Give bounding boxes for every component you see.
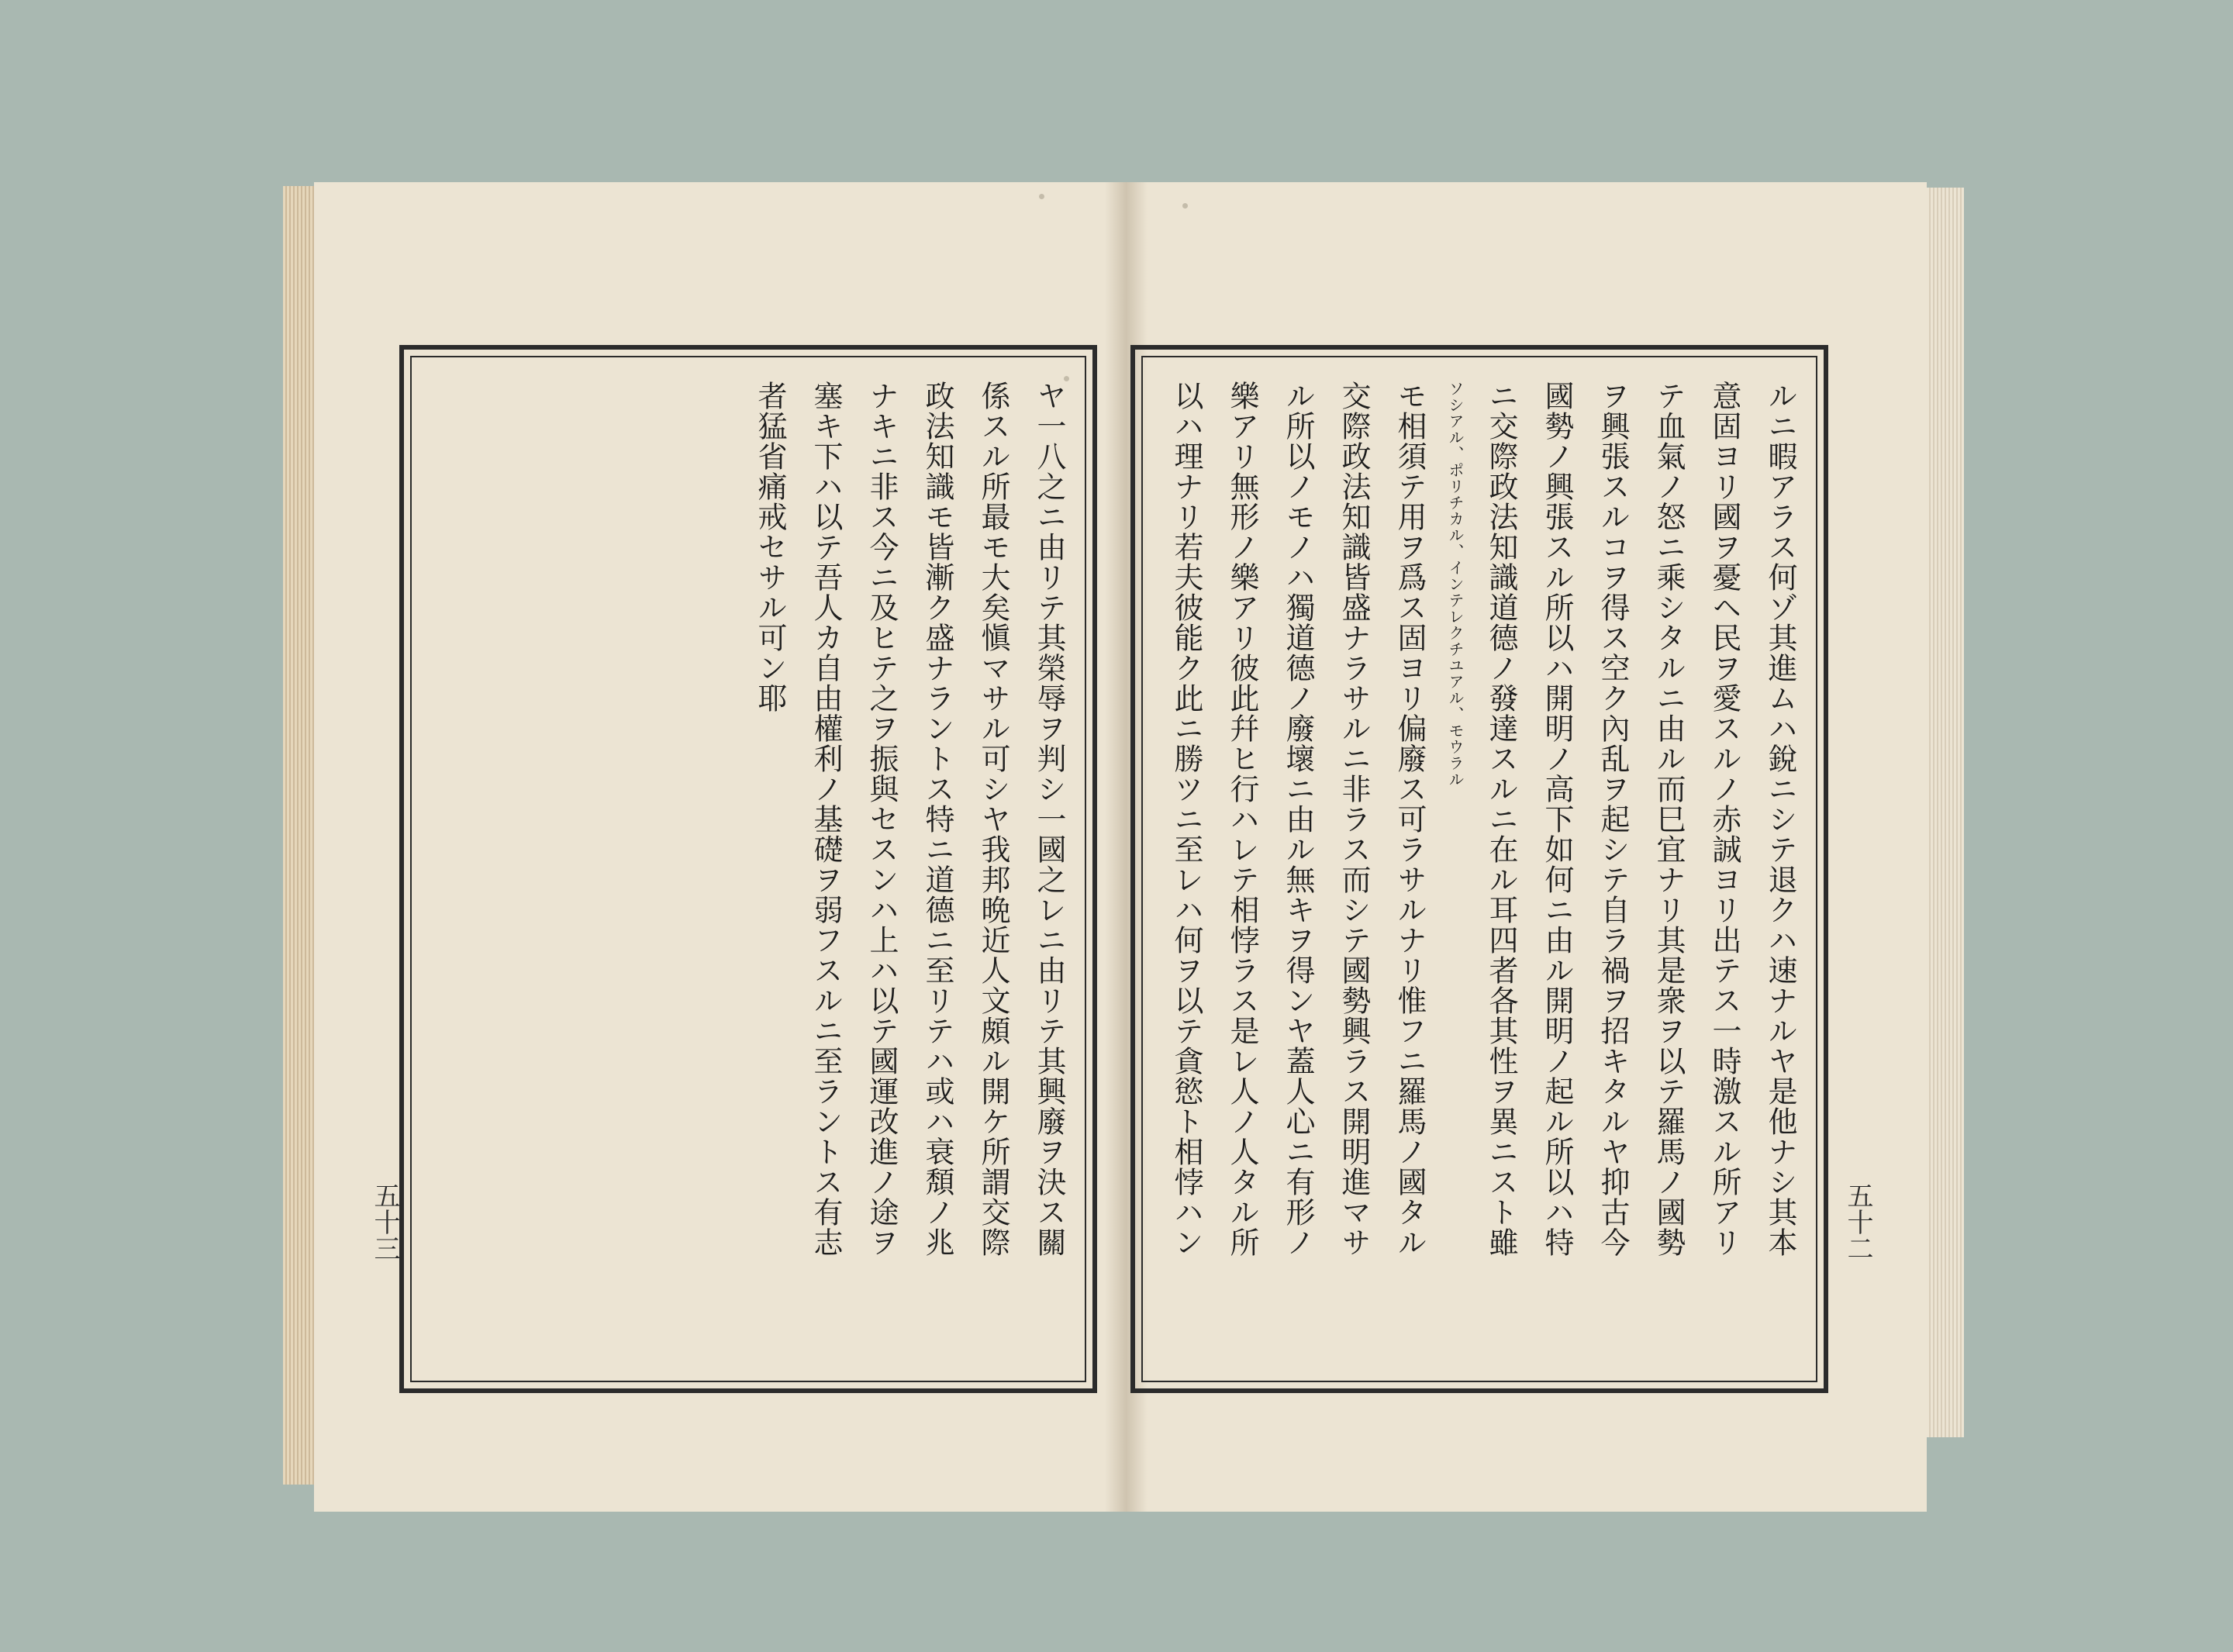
right-page-number: 五十二: [1842, 1182, 1873, 1261]
right-text-frame: [1130, 345, 1828, 1393]
text-column: ヤ一八之ニ由リテ其榮辱ヲ判シ一國之レニ由リテ其興廢ヲ決ス關: [1032, 381, 1066, 1257]
text-column: 政法知識モ皆漸ク盛ナラントス特ニ道德ニ至リテハ或ハ衰頽ノ兆: [920, 381, 954, 1257]
text-column: 樂アリ無形ノ樂アリ彼此幷ヒ行ハレテ相悖ラス是レ人ノ人タル所: [1225, 381, 1259, 1257]
text-column: 係スル所最モ大矣愼マサル可シヤ我邦晩近人文頗ル開ケ所謂交際: [976, 381, 1010, 1257]
paper-speck: [1182, 203, 1188, 209]
text-column: ルニ暇アラス何ゾ其進ムハ銳ニシテ退クハ速ナルヤ是他ナシ其本: [1763, 381, 1797, 1257]
left-text-block: [588, 381, 1069, 1357]
left-page-number: 五十三: [369, 1182, 400, 1261]
text-column: 以ハ理ナリ若夫彼能ク此ニ勝ツニ至レハ何ヲ以テ貪慾ト相悖ハン: [1169, 381, 1203, 1257]
text-column: モ相須テ用ヲ爲ス固ヨリ偏廢ス可ラサルナリ惟フニ羅馬ノ國タル: [1393, 381, 1427, 1257]
left-page-edges: [283, 186, 316, 1485]
text-column: 塞キ下ハ以テ吾人カ自由權利ノ基礎ヲ弱フスルニ至ラントス有志: [809, 381, 843, 1257]
text-column: ル所以ノモノハ獨道德ノ廢壞ニ由ル無キヲ得ンヤ蓋人心ニ有形ノ: [1281, 381, 1315, 1257]
text-column: 者猛省痛戒セサル可ン耶: [753, 381, 787, 713]
ruby-gloss-column: ソシアル、ポリチカル、インテレクチユアル、モウラル: [1446, 381, 1465, 788]
paper-speck: [1039, 194, 1044, 199]
text-column: ナキニ非ス今ニ及ヒテ之ヲ振與セスンハ上ハ以テ國運改進ノ途ヲ: [865, 381, 899, 1257]
right-text-block: [1151, 381, 1800, 1357]
text-column: 交際政法知識皆盛ナラサルニ非ラス而シテ國勢興ラス開明進マサ: [1337, 381, 1371, 1257]
text-column: 國勢ノ興張スル所以ハ開明ノ高下如何ニ由ル開明ノ起ル所以ハ特: [1540, 381, 1574, 1257]
text-column: ヲ興張スルコヲ得ス空ク內乱ヲ起シテ自ラ禍ヲ招キタルヤ抑古今: [1596, 381, 1630, 1257]
text-column: ニ交際政法知識道德ノ發達スルニ在ル耳四者各其性ヲ異ニスト雖: [1484, 381, 1518, 1257]
text-column: 意固ヨリ國ヲ憂ヘ民ヲ愛スルノ赤誠ヨリ出テス一時激スル所アリ: [1707, 381, 1741, 1257]
left-text-frame: [399, 345, 1097, 1393]
text-column: テ血氣ノ怒ニ乘シタルニ由ル而巳宜ナリ其是衆ヲ以テ羅馬ノ國勢: [1651, 381, 1686, 1257]
right-page-edges: [1927, 188, 1964, 1437]
